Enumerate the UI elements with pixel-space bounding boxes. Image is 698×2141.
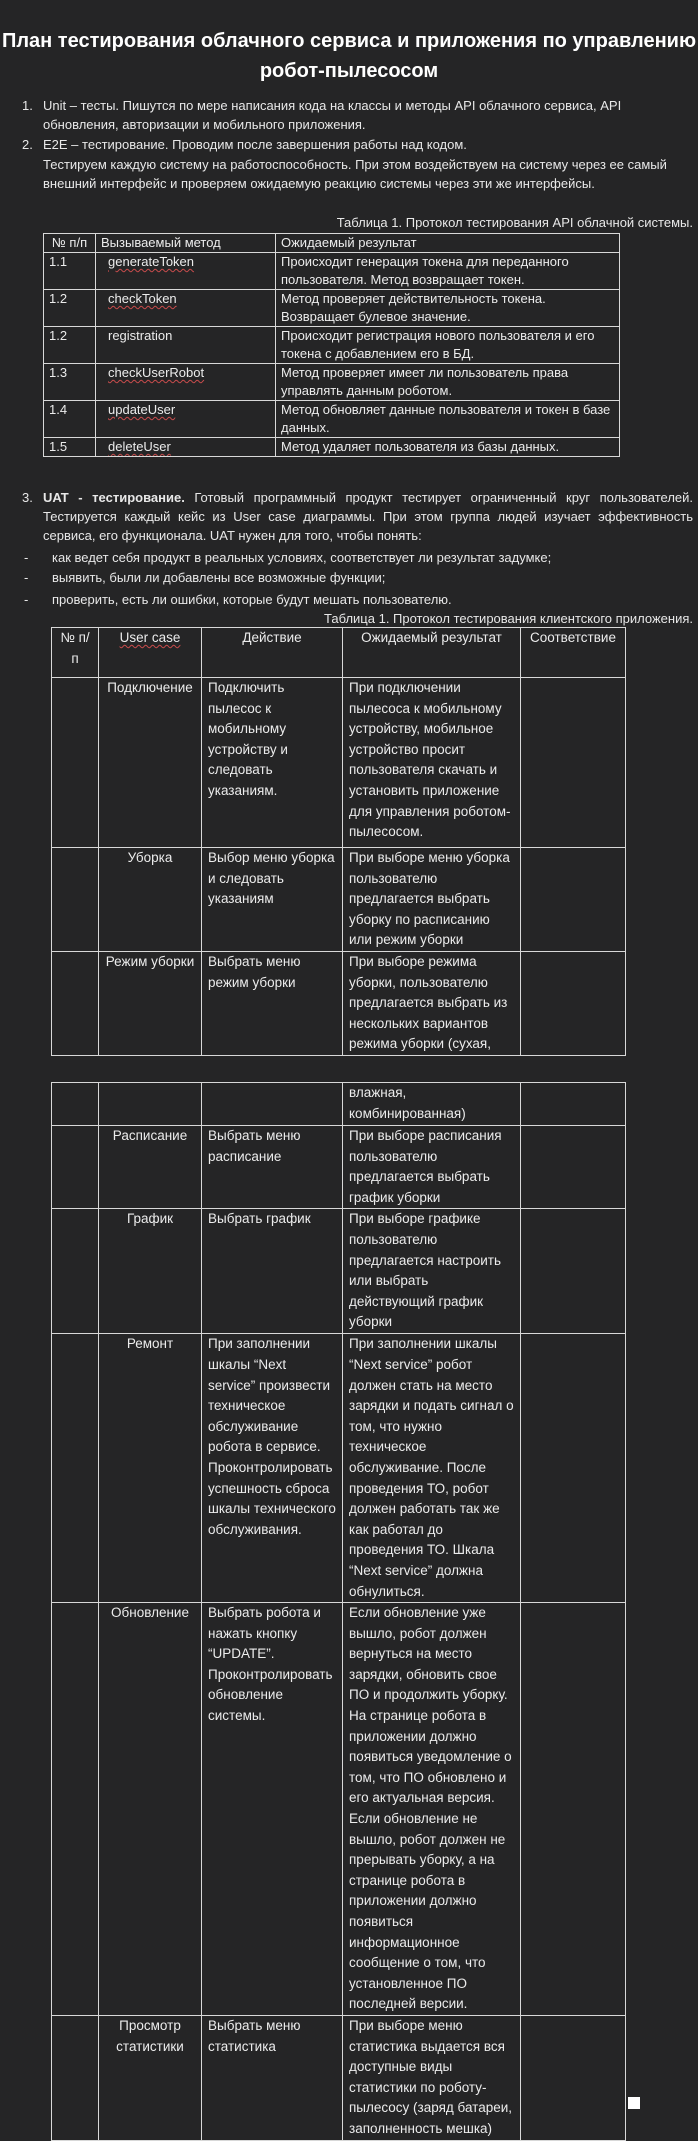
method-name: checkUserRobot bbox=[108, 365, 205, 380]
action: Выбрать робота и нажать кнопку “UPDATE”. Проконтролировать обновление системы. bbox=[202, 1603, 343, 2016]
uat-lead: UAT - тестирование. bbox=[43, 490, 185, 505]
table-row bbox=[44, 364, 620, 401]
expected-result: При выборе меню уборка пользователю предлагается выбрать уборку по расписанию или режим уборки bbox=[343, 848, 521, 952]
action: Выбрать меню расписание bbox=[202, 1126, 343, 1209]
row-number: 1.1 bbox=[44, 253, 96, 290]
expected-result: При выборе расписания пользователю предлагается выбрать график уборки bbox=[343, 1126, 521, 1209]
row-number: 1.2 bbox=[44, 290, 96, 327]
action: Выбрать меню статистика bbox=[202, 2015, 343, 2140]
bullet-item: проверить, есть ли ошибки, которые будут мешать пользователю. bbox=[52, 592, 452, 607]
table2-caption: Таблица 1. Протокол тестирования клиентского приложения. bbox=[324, 611, 693, 626]
expected-result: Происходит генерация токена для переданного пользователя. Метод возвращает токен. bbox=[276, 253, 620, 290]
bullet-item: как ведет себя продукт в реальных условиях, соответствует ли результат задумке; bbox=[52, 550, 552, 565]
client-test-table bbox=[51, 627, 626, 1056]
expected-result: При выборе режима уборки, пользователю предлагается выбрать из нескольких вариантов режима уборки (сухая, bbox=[343, 951, 521, 1055]
action: Выбрать график bbox=[202, 1209, 343, 1334]
table1-caption: Таблица 1. Протокол тестирования API облачной системы. bbox=[336, 215, 693, 230]
table-row bbox=[52, 1603, 626, 2016]
uat-text: Готовый программный продукт тестирует ограниченный круг пользователей. Тестируется каждый кейс из User case диаграммы. При этом группа людей изучает эффективность сервиса, его функционала. UAT нужен для того, чтобы понять: bbox=[43, 490, 694, 543]
header-cell: Действие bbox=[202, 628, 343, 678]
row-number: 1.5 bbox=[44, 438, 96, 457]
action: При заполнении шкалы “Next service” произвести техническое обслуживание робота в сервисе. Проконтролировать успешность сброса шкалы технического обслуживания. bbox=[202, 1334, 343, 1603]
uat-paragraph bbox=[43, 488, 693, 545]
table-row bbox=[44, 438, 620, 457]
expected-result: Метод проверяет имеет ли пользователь права управлять данным роботом. bbox=[276, 364, 620, 401]
bullet-dash: - bbox=[24, 592, 29, 607]
user-case: Расписание bbox=[99, 1126, 202, 1209]
header-cell: № п/п bbox=[52, 628, 99, 678]
table-row bbox=[52, 1334, 626, 1603]
header-cell: Ожидаемый результат bbox=[276, 234, 620, 253]
bullet-dash: - bbox=[24, 570, 29, 585]
user-case: График bbox=[99, 1209, 202, 1334]
expected-result-continued: влажная, комбинированная) bbox=[343, 1083, 521, 1126]
expected-result: Метод удаляет пользователя из базы данных. bbox=[276, 438, 620, 457]
method-name: registration bbox=[96, 327, 276, 364]
row-number: 1.4 bbox=[44, 401, 96, 438]
action: Выбрать меню режим уборки bbox=[202, 951, 343, 1055]
list-item-e2e-detail: Тестируем каждую систему на работоспособность. При этом воздействуем на систему через ее самый внешний интерфейс и проверяем ожидаемую реакцию системы через эти же интерфейсы. bbox=[43, 157, 667, 191]
row-number: 1.2 bbox=[44, 327, 96, 364]
list-number: 3. bbox=[22, 490, 33, 505]
expected-result: При заполнении шкалы “Next service” робот должен стать на место зарядки и подать сигнал о том, что нужно техническое обслуживание. После проведения ТО, робот должен работать так же как работал до проведения ТО. Шкала “Next service” должна обнулиться. bbox=[343, 1334, 521, 1603]
table-header-row bbox=[44, 234, 620, 253]
header-cell: Вызываемый метод bbox=[96, 234, 276, 253]
table-row bbox=[44, 253, 620, 290]
list-item-e2e: E2E – тестирование. Проводим после завершения работы над кодом. bbox=[43, 137, 467, 152]
expected-result: При выборе графике пользователю предлагается настроить или выбрать действующий график уборки bbox=[343, 1209, 521, 1334]
list-number: 1. bbox=[22, 98, 33, 113]
row-number: 1.3 bbox=[44, 364, 96, 401]
method-name: checkToken bbox=[108, 291, 177, 306]
header-cell: User case bbox=[99, 628, 202, 678]
client-test-table-continued bbox=[51, 1082, 626, 2141]
action: Выбор меню уборка и следовать указаниям bbox=[202, 848, 343, 952]
table-row bbox=[52, 2015, 626, 2140]
page-corner-marker bbox=[628, 2097, 640, 2109]
bullet-dash: - bbox=[24, 550, 29, 565]
page-title: План тестирования облачного сервиса и приложения по управлению робот-пылесосом bbox=[1, 30, 697, 82]
header-cell: Соответствие bbox=[521, 628, 626, 678]
table-row bbox=[52, 1083, 626, 1126]
table-row bbox=[52, 848, 626, 952]
bullet-item: выявить, были ли добавлены все возможные функции; bbox=[52, 570, 386, 585]
user-case: Подключение bbox=[99, 678, 202, 848]
table-header-row bbox=[52, 628, 626, 678]
table-row bbox=[44, 290, 620, 327]
expected-result: При выборе меню статистика выдается вся доступные виды статистики по роботу-пылесосу (заряд батареи, заполненность мешка) bbox=[343, 2015, 521, 2140]
user-case: Просмотр статистики bbox=[99, 2015, 202, 2140]
table-row bbox=[44, 401, 620, 438]
expected-result: Происходит регистрация нового пользователя и его токена с добавлением его в БД. bbox=[276, 327, 620, 364]
header-cell: Ожидаемый результат bbox=[343, 628, 521, 678]
expected-result: Метод обновляет данные пользователя и токен в базе данных. bbox=[276, 401, 620, 438]
expected-result: При подключении пылесоса к мобильному устройству, мобильное устройство просит пользователя скачать и установить приложение для управления роботом-пылесосом. bbox=[343, 678, 521, 848]
header-cell: № п/п bbox=[44, 234, 96, 253]
user-case: Ремонт bbox=[99, 1334, 202, 1603]
api-test-table bbox=[43, 233, 620, 457]
method-name: deleteUser bbox=[108, 439, 171, 454]
table-row bbox=[52, 1209, 626, 1334]
table-row bbox=[52, 951, 626, 1055]
action: Подключить пылесос к мобильному устройству и следовать указаниям. bbox=[202, 678, 343, 848]
user-case: Обновление bbox=[99, 1603, 202, 2016]
list-item-unit: Unit – тесты. Пишутся по мере написания кода на классы и методы API облачного сервиса, API обновления, авторизации и мобильного приложения. bbox=[43, 98, 622, 132]
expected-result: Метод проверяет действительность токена. Возвращает булевое значение. bbox=[276, 290, 620, 327]
method-name: updateUser bbox=[108, 402, 176, 417]
method-name: generateToken bbox=[108, 254, 195, 269]
list-number: 2. bbox=[22, 137, 33, 152]
table-row bbox=[44, 327, 620, 364]
table-row bbox=[52, 678, 626, 848]
expected-result: Если обновление уже вышло, робот должен вернуться на место зарядки, обновить свое ПО и продолжить уборку. На странице робота в приложении должно появиться уведомление о том, что ПО обновлено и его актуальная версия. Если обновление не вышло, робот должен не прерывать уборку, а на странице робота в приложении должно появиться информационное сообщение о том, что установленное ПО последней версии. bbox=[343, 1603, 521, 2016]
user-case: Уборка bbox=[99, 848, 202, 952]
user-case: Режим уборки bbox=[99, 951, 202, 1055]
table-row bbox=[52, 1126, 626, 1209]
